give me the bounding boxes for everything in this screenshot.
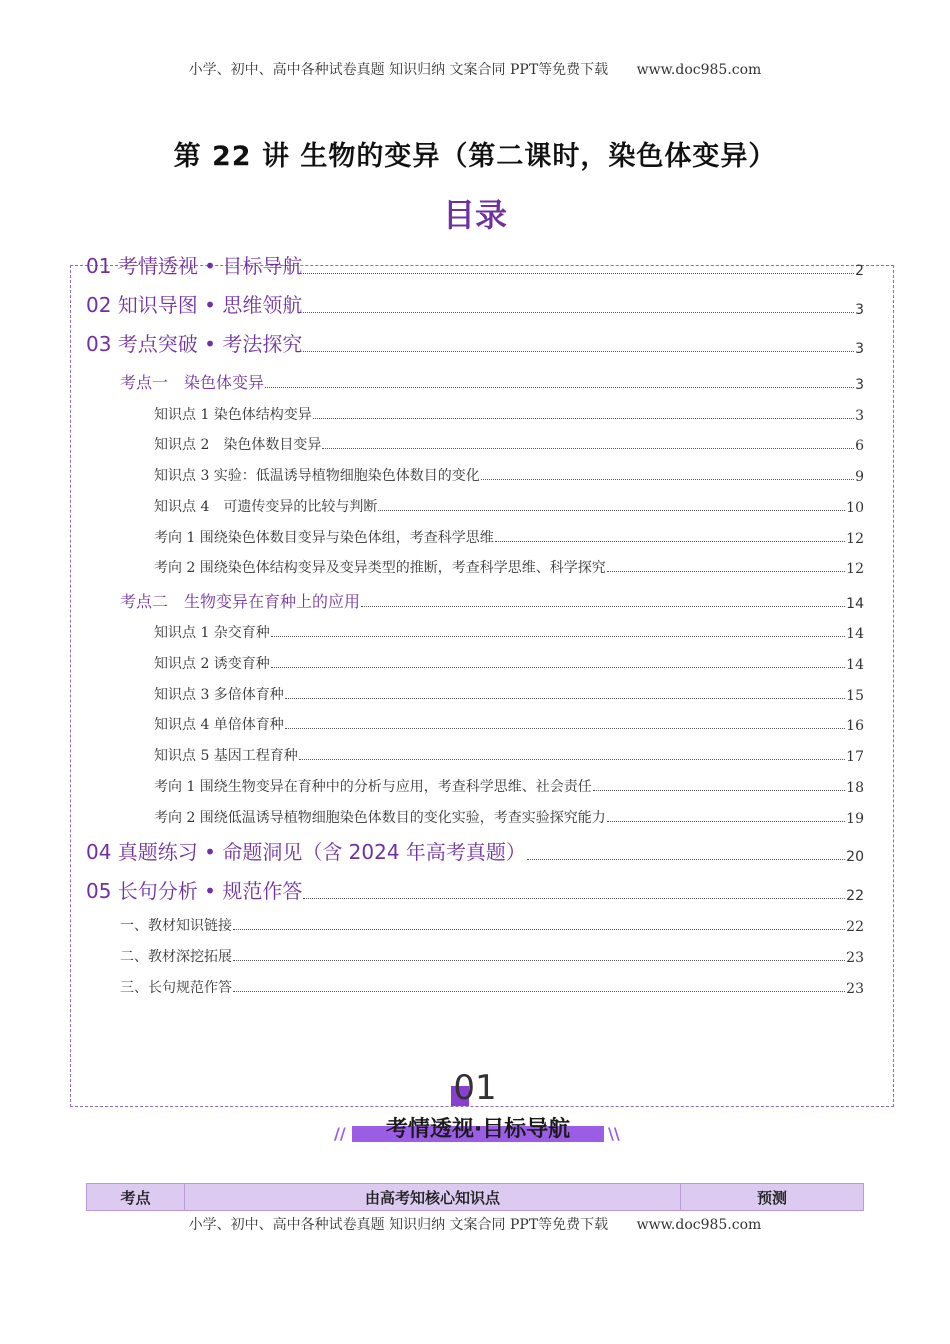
page-footer <box>0 1214 950 1234</box>
toc-entry[interactable] <box>154 807 864 827</box>
toc-entry-title: 二、教材深挖拓展 <box>120 949 232 965</box>
toc-entry-title: 一、教材知识链接 <box>120 918 232 934</box>
toc-entry-03[interactable] <box>86 331 864 357</box>
toc-entry-title: 考向 2 围绕染色体结构变异及变异类型的推断，考查科学思维、科学探究 <box>154 560 606 576</box>
toc-entry-01[interactable] <box>86 253 864 279</box>
toc-entry-page: 23 <box>846 950 864 966</box>
section-banner <box>352 1112 604 1144</box>
toc-entry-title: 知识点 5 基因工程育种 <box>154 748 298 764</box>
toc-entry-page: 9 <box>855 469 864 485</box>
toc-entry-page: 3 <box>855 408 864 424</box>
toc-entry-title: 知识点 1 杂交育种 <box>154 625 270 641</box>
toc-entry-page: 3 <box>855 341 864 357</box>
footer-url[interactable]: www.doc985.com <box>636 1217 762 1233</box>
toc-entry[interactable] <box>154 653 864 673</box>
toc-entry-kaodian-1[interactable] <box>120 370 864 393</box>
toc-entry-05[interactable] <box>86 878 864 904</box>
toc-entry-title: 知识点 4 单倍体育种 <box>154 717 284 733</box>
toc-entry[interactable] <box>154 465 864 485</box>
toc-entry[interactable] <box>154 557 864 577</box>
toc-entry-page: 3 <box>855 302 864 318</box>
toc-entry[interactable] <box>120 977 864 997</box>
toc-entry-title: 三、长句规范作答 <box>120 980 232 996</box>
section-title: 考情透视·目标导航 <box>385 1117 571 1142</box>
toc-entry-kaodian-2[interactable] <box>120 589 864 612</box>
page-header <box>0 59 950 79</box>
toc-entry[interactable] <box>120 915 864 935</box>
toc-entry[interactable] <box>154 684 864 704</box>
toc-entry-title: 02 知识导图 • 思维领航 <box>86 293 303 317</box>
banner-left-decoration: // <box>334 1124 346 1143</box>
toc-entry-title: 考向 2 围绕低温诱导植物细胞染色体数目的变化实验，考查实验探究能力 <box>154 810 606 826</box>
toc-entry-title: 05 长句分析 • 规范作答 <box>86 879 303 903</box>
toc-entry-title: 知识点 4 可遗传变异的比较与判断 <box>154 499 378 515</box>
toc-entry-02[interactable] <box>86 292 864 318</box>
banner-right-decoration: \\ <box>608 1124 620 1143</box>
toc-entry-title: 03 考点突破 • 考法探究 <box>86 332 303 356</box>
toc-entry-page: 14 <box>846 626 864 642</box>
toc-entry[interactable] <box>154 714 864 734</box>
toc-entry[interactable] <box>120 946 864 966</box>
toc-entry-page: 2 <box>855 263 864 279</box>
toc-entry-page: 12 <box>846 561 864 577</box>
table-header-cell: 由高考知核心知识点 <box>185 1184 681 1210</box>
footer-text: 小学、初中、高中各种试卷真题 知识归纳 文案合同 PPT等免费下载 <box>188 1217 609 1233</box>
toc-entry-page: 3 <box>855 377 864 393</box>
toc-entry-page: 17 <box>846 749 864 765</box>
toc-entry-page: 22 <box>846 888 864 904</box>
toc-entry-title: 知识点 1 染色体结构变异 <box>154 407 312 423</box>
toc-entry-page: 19 <box>846 811 864 827</box>
header-text: 小学、初中、高中各种试卷真题 知识归纳 文案合同 PPT等免费下载 <box>188 62 609 78</box>
document-title: 第 22 讲 生物的变异（第二课时，染色体变异） <box>173 141 777 172</box>
toc-entry[interactable] <box>154 527 864 547</box>
toc-entry-page: 14 <box>846 657 864 673</box>
toc-entry[interactable] <box>154 622 864 642</box>
toc-entry-page: 14 <box>846 596 864 612</box>
toc-entry-page: 16 <box>846 718 864 734</box>
header-url[interactable]: www.doc985.com <box>636 62 762 78</box>
toc-entry-title: 04 真题练习 • 命题洞见（含 2024 年高考真题） <box>86 840 526 864</box>
toc-heading: 目录 <box>442 196 507 234</box>
toc-entry-page: 20 <box>846 849 864 865</box>
toc-entry-page: 18 <box>846 780 864 796</box>
toc-entry[interactable] <box>154 434 864 454</box>
toc-entry-page: 15 <box>846 688 864 704</box>
toc-entry-page: 12 <box>846 531 864 547</box>
table-header <box>86 1183 864 1211</box>
toc-entry-page: 22 <box>846 919 864 935</box>
toc-entry[interactable] <box>154 496 864 516</box>
toc-entry-title: 知识点 2 染色体数目变异 <box>154 437 322 453</box>
toc-entry-page: 23 <box>846 981 864 997</box>
toc-entry-title: 知识点 3 多倍体育种 <box>154 687 284 703</box>
toc-entry-title: 考向 1 围绕生物变异在育种中的分析与应用，考查科学思维、社会责任 <box>154 779 592 795</box>
toc-entry-page: 10 <box>846 500 864 516</box>
toc-entry[interactable] <box>154 776 864 796</box>
section-number: 01 <box>453 1068 497 1108</box>
toc-entry-title: 考向 1 围绕染色体数目变异与染色体组，考查科学思维 <box>154 530 494 546</box>
table-header-cell: 预测 <box>756 1188 787 1207</box>
toc-entry[interactable] <box>154 404 864 424</box>
toc-entry-title: 考点二 生物变异在育种上的应用 <box>120 592 361 611</box>
toc-entry-04[interactable] <box>86 839 864 865</box>
toc-entry-page: 6 <box>855 438 864 454</box>
toc-entry-title: 01 考情透视 • 目标导航 <box>86 254 303 278</box>
toc-entry-title: 知识点 2 诱变育种 <box>154 656 270 672</box>
table-header-cell: 考点 <box>87 1184 185 1210</box>
toc-entry-title: 考点一 染色体变异 <box>120 373 265 392</box>
toc-entry-title: 知识点 3 实验：低温诱导植物细胞染色体数目的变化 <box>154 468 480 484</box>
toc-entry[interactable] <box>154 745 864 765</box>
